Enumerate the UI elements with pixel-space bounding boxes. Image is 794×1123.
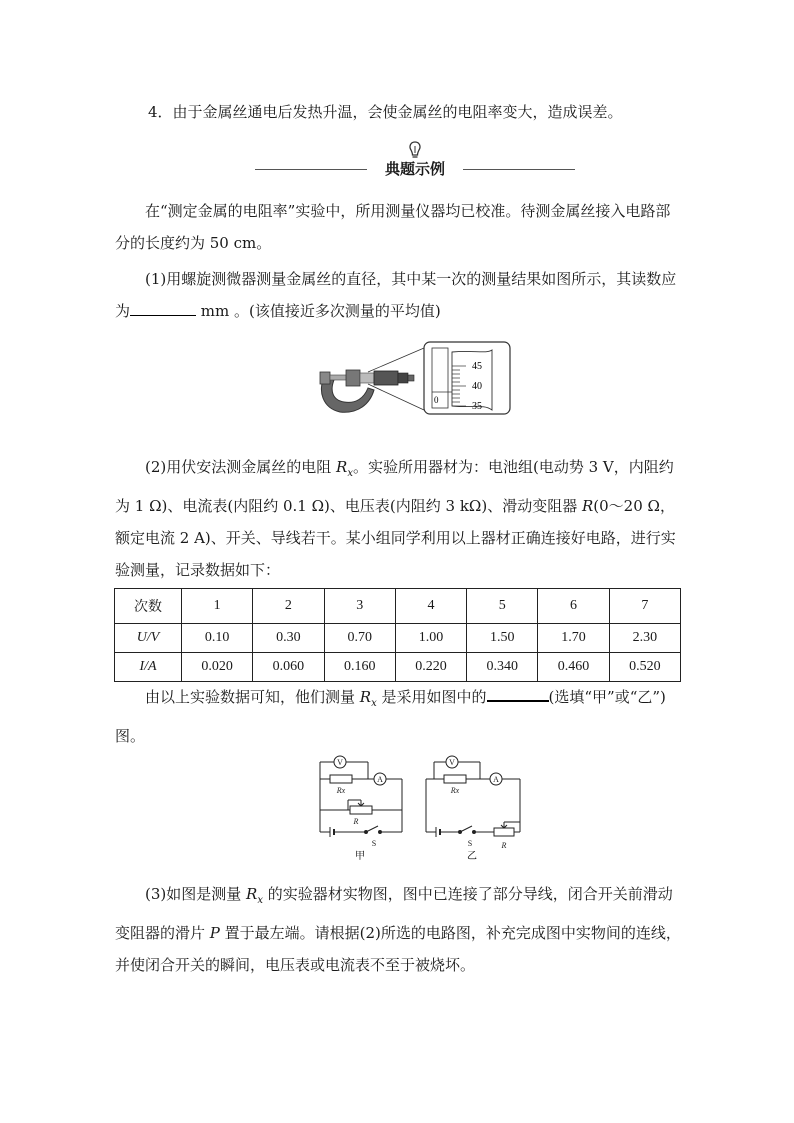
scale-label-0: 0 [434,395,439,405]
q3-p-symbol: P [209,924,220,942]
q2-rx-symbol: R [336,458,348,476]
after-table-rx-sub: x [371,698,377,709]
voltmeter-symbol-left: V [337,758,343,767]
table-cell: 7 [609,589,680,624]
question-2 [115,451,681,586]
q3-text-a: (3)如图是测量 [145,885,247,903]
table-cell: 6 [538,589,609,624]
divider-right [463,169,575,170]
table-cell: 0.160 [324,653,395,682]
after-table-rx-symbol: R [359,688,372,706]
section-title: 典题示例 [384,160,445,178]
item-4-text: 4．由于金属丝通电后发热升温，会使金属丝的电阻率变大，造成误差。 [148,103,623,121]
section-header [255,140,575,188]
scale-label-40: 40 [472,381,482,392]
divider-left [255,169,367,170]
table-cell: 1 [182,589,253,624]
scale-label-45: 45 [472,361,482,372]
r-label-left: R [353,817,359,826]
circuit-label-yi: 乙 [467,851,477,862]
table-cell: 0.020 [182,653,253,682]
table-cell: I/A [115,653,182,682]
q3-rx-sub: x [257,895,263,906]
q1-unit-text: mm 。(该值接近多次测量的平均值) [196,302,441,320]
circuit-label-jia: 甲 [355,851,365,862]
table-cell: 0.10 [182,624,253,653]
after-table-text-c: (选填“甲”或“乙”)图。 [115,688,666,745]
ammeter-symbol-left: A [377,775,383,784]
s-label-left: S [371,839,377,848]
table-cell: 0.340 [467,653,538,682]
table-cell: 0.30 [253,624,324,653]
answer-blank-1[interactable] [130,299,196,316]
table-cell: 2 [253,589,324,624]
voltmeter-symbol-right: V [449,758,455,767]
question-3 [115,878,681,981]
question-1 [115,263,681,327]
table-cell: 1.00 [395,624,466,653]
table-cell: 次数 [115,589,182,624]
scale-label-35: 35 [472,401,482,412]
after-table-text-b: 是采用如图中的 [376,688,487,706]
answer-blank-2[interactable] [487,684,549,702]
after-table-text-a: 由以上实验数据可知，他们测量 [145,688,360,706]
q3-rx-symbol: R [246,885,258,903]
data-table [114,588,681,682]
q2-text-a: (2)用伏安法测金属丝的电阻 [145,458,337,476]
table-cell: 1.50 [467,624,538,653]
circuit-diagrams [310,752,530,864]
q3-text-b: 的实验器材实物图，图中已连接了部分导线，闭合开关前滑动变阻器的滑片 [115,885,673,942]
bulb-icon [406,140,424,160]
table-cell: 0.460 [538,653,609,682]
table-cell: 3 [324,589,395,624]
table-cell: 4 [395,589,466,624]
micrometer-figure [316,340,512,418]
ammeter-symbol-right: A [493,775,499,784]
q3-text-c: 置于最左端。请根据(2)所选的电路图，补充完成图中实物间的连线，并使闭合开关的瞬间，电压表或电流表不至于被烧坏。 [115,924,681,974]
table-cell: 5 [467,589,538,624]
intro-paragraph: 在“测定金属的电阻率”实验中，所用测量仪器均已校准。待测金属丝接入电路部分的长度约为 50 cm。 [115,202,671,252]
table-cell: 0.520 [609,653,680,682]
q2-r-symbol: R [581,497,594,515]
q2-text-b: 。实验所用器材为：电池组(电动势 3 V，内阻约为 1 Ω)、电流表(内阻约 0.1 Ω)、电压表(内阻约 3 kΩ)、滑动变阻器 [115,458,674,515]
table-cell: 1.70 [538,624,609,653]
q2-rx-sub: x [347,468,353,479]
after-table-question [115,681,681,752]
q2-text-c: (0～20 Ω，额定电流 2 A)、开关、导线若干。某小组同学利用以上器材正确连接好电路，进行实验测量，记录数据如下： [115,497,676,579]
table-row-header [115,589,681,624]
table-row-voltage [115,624,681,653]
table-cell: U/V [115,624,182,653]
table-cell: 0.220 [395,653,466,682]
table-cell: 2.30 [609,624,680,653]
r-label-right: R [501,841,507,850]
table-cell: 0.70 [324,624,395,653]
table-row-current [115,653,681,682]
rx-label-left: Rx [336,786,346,795]
rx-label-right: Rx [450,786,460,795]
table-cell: 0.060 [253,653,324,682]
q1-text: (1)用螺旋测微器测量金属丝的直径，其中某一次的测量结果如图所示，其读数应为 [115,270,677,320]
s-label-right: S [467,839,473,848]
